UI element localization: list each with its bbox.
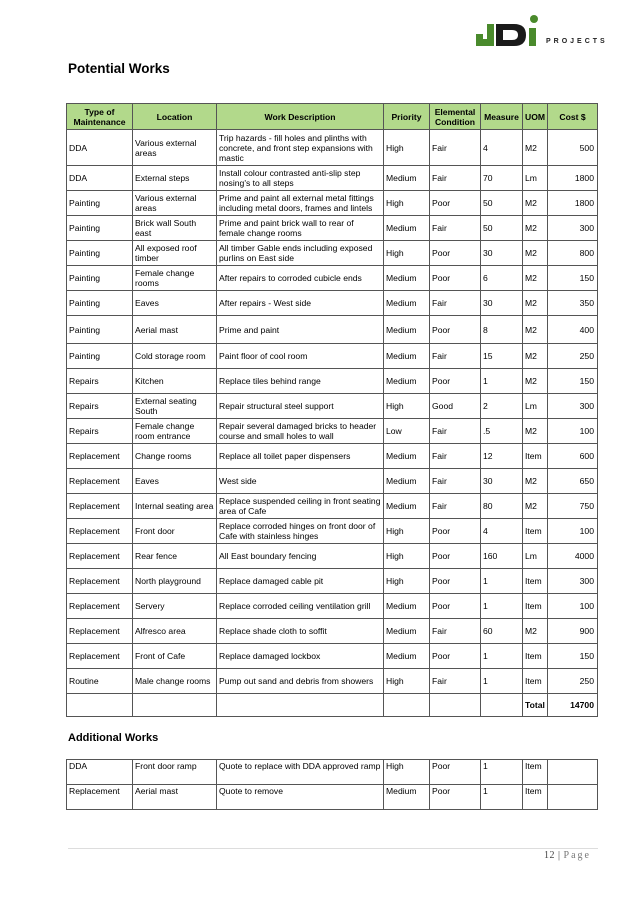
table-row bbox=[67, 594, 598, 619]
cell-priority: Medium bbox=[384, 469, 430, 494]
cell-measure: 30 bbox=[481, 469, 523, 494]
cell-measure: 1 bbox=[481, 594, 523, 619]
column-header: Elemental Condition bbox=[430, 104, 481, 130]
cell-condition: Poor bbox=[430, 569, 481, 594]
cell-location: Front door bbox=[133, 519, 217, 544]
cell-type: Replacement bbox=[67, 544, 133, 569]
cell-location: Front door ramp bbox=[133, 760, 217, 785]
column-header: UOM bbox=[523, 104, 548, 130]
column-header: Type of Maintenance bbox=[67, 104, 133, 130]
cell-cost: 150 bbox=[548, 266, 598, 291]
cell-work: Trip hazards - fill holes and plinths with concrete, and front step expansions with mastic bbox=[217, 130, 384, 166]
cell-uom: Item bbox=[523, 785, 548, 810]
footer-separator: | bbox=[558, 850, 561, 861]
cell-uom: Item bbox=[523, 644, 548, 669]
cell-type: Replacement bbox=[67, 785, 133, 810]
cell-priority: Medium bbox=[384, 444, 430, 469]
cell-measure: 4 bbox=[481, 519, 523, 544]
cell-work: Replace shade cloth to soffit bbox=[217, 619, 384, 644]
cell-measure: 50 bbox=[481, 191, 523, 216]
cell-work: After repairs - West side bbox=[217, 291, 384, 316]
cell-condition: Fair bbox=[430, 494, 481, 519]
cell-work: Replace suspended ceiling in front seating area of Cafe bbox=[217, 494, 384, 519]
cell-location: Internal seating area bbox=[133, 494, 217, 519]
cell-uom: M2 bbox=[523, 344, 548, 369]
cell-uom: Lm bbox=[523, 394, 548, 419]
cell-priority: High bbox=[384, 241, 430, 266]
empty-cell bbox=[217, 694, 384, 717]
cell-cost: 750 bbox=[548, 494, 598, 519]
cell-work: Quote to remove bbox=[217, 785, 384, 810]
table-row bbox=[67, 166, 598, 191]
cell-location: Cold storage room bbox=[133, 344, 217, 369]
cell-location: All exposed roof timber bbox=[133, 241, 217, 266]
column-header: Cost $ bbox=[548, 104, 598, 130]
table-row bbox=[67, 369, 598, 394]
cell-priority: Medium bbox=[384, 166, 430, 191]
column-header: Work Description bbox=[217, 104, 384, 130]
cell-location: Rear fence bbox=[133, 544, 217, 569]
cell-measure: .5 bbox=[481, 419, 523, 444]
cell-cost: 250 bbox=[548, 669, 598, 694]
table-row bbox=[67, 216, 598, 241]
cell-work: Quote to replace with DDA approved ramp bbox=[217, 760, 384, 785]
cell-priority: Medium bbox=[384, 344, 430, 369]
table-row bbox=[67, 519, 598, 544]
cell-measure: 1 bbox=[481, 569, 523, 594]
cell-type: Painting bbox=[67, 291, 133, 316]
potential-works-table bbox=[66, 103, 598, 717]
cell-measure: 1 bbox=[481, 644, 523, 669]
cell-cost: 400 bbox=[548, 316, 598, 344]
cell-work: Replace corroded hinges on front door of Cafe with stainless hinges bbox=[217, 519, 384, 544]
cell-condition: Fair bbox=[430, 619, 481, 644]
column-header: Priority bbox=[384, 104, 430, 130]
cell-location: Various external areas bbox=[133, 130, 217, 166]
cell-location: Eaves bbox=[133, 469, 217, 494]
cell-uom: Lm bbox=[523, 544, 548, 569]
table-row bbox=[67, 130, 598, 166]
page-number: 12 bbox=[544, 850, 556, 861]
cell-work: All timber Gable ends including exposed purlins on East side bbox=[217, 241, 384, 266]
cell-priority: Medium bbox=[384, 594, 430, 619]
table-row bbox=[67, 394, 598, 419]
cell-uom: Item bbox=[523, 594, 548, 619]
cell-condition: Poor bbox=[430, 369, 481, 394]
cell-location: Front of Cafe bbox=[133, 644, 217, 669]
cell-condition: Poor bbox=[430, 594, 481, 619]
cell-work: Prime and paint brick wall to rear of female change rooms bbox=[217, 216, 384, 241]
cell-measure: 12 bbox=[481, 444, 523, 469]
cell-priority: High bbox=[384, 519, 430, 544]
cell-measure: 80 bbox=[481, 494, 523, 519]
cell-condition: Fair bbox=[430, 291, 481, 316]
table-row bbox=[67, 344, 598, 369]
cell-priority: Medium bbox=[384, 369, 430, 394]
cell-condition: Poor bbox=[430, 241, 481, 266]
cell-uom: M2 bbox=[523, 494, 548, 519]
cell-cost: 800 bbox=[548, 241, 598, 266]
cell-uom: M2 bbox=[523, 469, 548, 494]
cell-type: Replacement bbox=[67, 444, 133, 469]
cell-priority: Medium bbox=[384, 644, 430, 669]
cell-type: Painting bbox=[67, 216, 133, 241]
cell-work: Prime and paint bbox=[217, 316, 384, 344]
table-row bbox=[67, 619, 598, 644]
cell-priority: Medium bbox=[384, 785, 430, 810]
cell-condition: Good bbox=[430, 394, 481, 419]
cell-cost: 1800 bbox=[548, 166, 598, 191]
cell-work: Repair structural steel support bbox=[217, 394, 384, 419]
cell-type: Painting bbox=[67, 316, 133, 344]
cell-priority: Low bbox=[384, 419, 430, 444]
cell-location: Brick wall South east bbox=[133, 216, 217, 241]
cell-type: DDA bbox=[67, 166, 133, 191]
cell-type: Replacement bbox=[67, 469, 133, 494]
cell-condition: Fair bbox=[430, 344, 481, 369]
cell-measure: 70 bbox=[481, 166, 523, 191]
cell-type: DDA bbox=[67, 130, 133, 166]
cell-cost: 600 bbox=[548, 444, 598, 469]
table-row bbox=[67, 241, 598, 266]
cell-cost: 100 bbox=[548, 419, 598, 444]
cell-location: Change rooms bbox=[133, 444, 217, 469]
page-footer bbox=[544, 850, 591, 861]
cell-uom: M2 bbox=[523, 130, 548, 166]
cell-cost bbox=[548, 760, 598, 785]
table-header-row bbox=[67, 104, 598, 130]
cell-location: Various external areas bbox=[133, 191, 217, 216]
cell-measure: 1 bbox=[481, 785, 523, 810]
cell-condition: Fair bbox=[430, 419, 481, 444]
cell-condition: Fair bbox=[430, 166, 481, 191]
empty-cell bbox=[67, 694, 133, 717]
cell-location: External steps bbox=[133, 166, 217, 191]
cell-type: Replacement bbox=[67, 619, 133, 644]
cell-uom: Item bbox=[523, 444, 548, 469]
cell-measure: 160 bbox=[481, 544, 523, 569]
cell-work: Replace damaged cable pit bbox=[217, 569, 384, 594]
cell-uom: Item bbox=[523, 760, 548, 785]
table-row bbox=[67, 444, 598, 469]
cell-condition: Fair bbox=[430, 669, 481, 694]
cell-cost: 250 bbox=[548, 344, 598, 369]
cell-cost: 300 bbox=[548, 394, 598, 419]
cell-condition: Fair bbox=[430, 469, 481, 494]
cell-condition: Fair bbox=[430, 130, 481, 166]
cell-condition: Poor bbox=[430, 785, 481, 810]
cell-location: External seating South bbox=[133, 394, 217, 419]
cell-work: Replace all toilet paper dispensers bbox=[217, 444, 384, 469]
cell-priority: Medium bbox=[384, 266, 430, 291]
footer-divider bbox=[68, 848, 598, 849]
cell-uom: Item bbox=[523, 569, 548, 594]
cell-type: Painting bbox=[67, 191, 133, 216]
cell-condition: Fair bbox=[430, 444, 481, 469]
cell-cost: 4000 bbox=[548, 544, 598, 569]
cell-work: After repairs to corroded cubicle ends bbox=[217, 266, 384, 291]
cell-work: Replace damaged lockbox bbox=[217, 644, 384, 669]
cell-condition: Poor bbox=[430, 544, 481, 569]
table-row bbox=[67, 569, 598, 594]
cell-uom: M2 bbox=[523, 316, 548, 344]
cell-measure: 1 bbox=[481, 760, 523, 785]
cell-type: Repairs bbox=[67, 394, 133, 419]
column-header: Measure bbox=[481, 104, 523, 130]
table-row bbox=[67, 544, 598, 569]
cell-cost: 1800 bbox=[548, 191, 598, 216]
cell-priority: Medium bbox=[384, 316, 430, 344]
cell-cost: 500 bbox=[548, 130, 598, 166]
total-row bbox=[67, 694, 598, 717]
cell-condition: Poor bbox=[430, 191, 481, 216]
table-row bbox=[67, 291, 598, 316]
cell-uom: M2 bbox=[523, 266, 548, 291]
cell-cost: 300 bbox=[548, 216, 598, 241]
table-row bbox=[67, 469, 598, 494]
table-row bbox=[67, 316, 598, 344]
table-row bbox=[67, 644, 598, 669]
cell-work: Replace tiles behind range bbox=[217, 369, 384, 394]
table-row bbox=[67, 760, 598, 785]
cell-location: Alfresco area bbox=[133, 619, 217, 644]
cell-cost: 350 bbox=[548, 291, 598, 316]
cell-measure: 2 bbox=[481, 394, 523, 419]
cell-type: Repairs bbox=[67, 419, 133, 444]
cell-condition: Poor bbox=[430, 316, 481, 344]
cell-work: Prime and paint all external metal fittings including metal doors, frames and lintels bbox=[217, 191, 384, 216]
cell-uom: M2 bbox=[523, 241, 548, 266]
cell-work: Install colour contrasted anti-slip step nosing's to all steps bbox=[217, 166, 384, 191]
cell-type: Replacement bbox=[67, 569, 133, 594]
cell-type: Repairs bbox=[67, 369, 133, 394]
cell-type: Replacement bbox=[67, 494, 133, 519]
table-row bbox=[67, 419, 598, 444]
cell-priority: Medium bbox=[384, 619, 430, 644]
cell-cost: 300 bbox=[548, 569, 598, 594]
cell-uom: Item bbox=[523, 669, 548, 694]
cell-location: Eaves bbox=[133, 291, 217, 316]
cell-type: Painting bbox=[67, 344, 133, 369]
table-row bbox=[67, 494, 598, 519]
cell-work: Pump out sand and debris from showers bbox=[217, 669, 384, 694]
cell-uom: M2 bbox=[523, 619, 548, 644]
additional-works-table bbox=[66, 759, 598, 810]
cell-uom: Lm bbox=[523, 166, 548, 191]
cell-measure: 60 bbox=[481, 619, 523, 644]
cell-priority: High bbox=[384, 191, 430, 216]
cell-work: All East boundary fencing bbox=[217, 544, 384, 569]
cell-condition: Fair bbox=[430, 216, 481, 241]
cell-measure: 1 bbox=[481, 669, 523, 694]
cell-priority: High bbox=[384, 760, 430, 785]
cell-priority: Medium bbox=[384, 216, 430, 241]
cell-priority: Medium bbox=[384, 291, 430, 316]
cell-priority: Medium bbox=[384, 494, 430, 519]
cell-cost: 900 bbox=[548, 619, 598, 644]
cell-uom: M2 bbox=[523, 291, 548, 316]
cell-type: Painting bbox=[67, 241, 133, 266]
cell-measure: 30 bbox=[481, 241, 523, 266]
cell-condition: Poor bbox=[430, 266, 481, 291]
cell-priority: High bbox=[384, 569, 430, 594]
cell-location: Male change rooms bbox=[133, 669, 217, 694]
cell-uom: M2 bbox=[523, 369, 548, 394]
empty-cell bbox=[430, 694, 481, 717]
total-value: 14700 bbox=[548, 694, 598, 717]
cell-location: Kitchen bbox=[133, 369, 217, 394]
cell-condition: Poor bbox=[430, 760, 481, 785]
cell-measure: 50 bbox=[481, 216, 523, 241]
table-row bbox=[67, 191, 598, 216]
cell-location: Servery bbox=[133, 594, 217, 619]
cell-type: Replacement bbox=[67, 644, 133, 669]
logo-wordmark: PROJECTS bbox=[546, 38, 608, 45]
cell-uom: M2 bbox=[523, 191, 548, 216]
cell-measure: 30 bbox=[481, 291, 523, 316]
cell-work: Paint floor of cool room bbox=[217, 344, 384, 369]
cell-location: North playground bbox=[133, 569, 217, 594]
cell-cost bbox=[548, 785, 598, 810]
cell-cost: 650 bbox=[548, 469, 598, 494]
cell-type: DDA bbox=[67, 760, 133, 785]
empty-cell bbox=[481, 694, 523, 717]
cell-priority: High bbox=[384, 544, 430, 569]
cell-location: Female change rooms bbox=[133, 266, 217, 291]
empty-cell bbox=[384, 694, 430, 717]
cell-uom: Item bbox=[523, 519, 548, 544]
cell-priority: High bbox=[384, 130, 430, 166]
cell-uom: M2 bbox=[523, 419, 548, 444]
cell-condition: Poor bbox=[430, 644, 481, 669]
cell-condition: Poor bbox=[430, 519, 481, 544]
cell-location: Aerial mast bbox=[133, 316, 217, 344]
cell-type: Routine bbox=[67, 669, 133, 694]
cell-uom: M2 bbox=[523, 216, 548, 241]
page-word: Page bbox=[563, 850, 591, 861]
cell-measure: 15 bbox=[481, 344, 523, 369]
cell-work: Replace corroded ceiling ventilation grill bbox=[217, 594, 384, 619]
cell-cost: 100 bbox=[548, 519, 598, 544]
table-row bbox=[67, 669, 598, 694]
cell-measure: 8 bbox=[481, 316, 523, 344]
cell-work: West side bbox=[217, 469, 384, 494]
cell-type: Replacement bbox=[67, 594, 133, 619]
cell-type: Painting bbox=[67, 266, 133, 291]
total-label: Total bbox=[523, 694, 548, 717]
table-row bbox=[67, 266, 598, 291]
additional-works-title: Additional Works bbox=[68, 732, 159, 744]
cell-work: Repair several damaged bricks to header course and small holes to wall bbox=[217, 419, 384, 444]
column-header: Location bbox=[133, 104, 217, 130]
cell-measure: 4 bbox=[481, 130, 523, 166]
cell-location: Female change room entrance bbox=[133, 419, 217, 444]
empty-cell bbox=[133, 694, 217, 717]
cell-priority: High bbox=[384, 669, 430, 694]
cell-priority: High bbox=[384, 394, 430, 419]
cell-measure: 1 bbox=[481, 369, 523, 394]
cell-type: Replacement bbox=[67, 519, 133, 544]
page-title: Potential Works bbox=[68, 61, 170, 76]
cell-cost: 100 bbox=[548, 594, 598, 619]
cell-cost: 150 bbox=[548, 644, 598, 669]
table-row bbox=[67, 785, 598, 810]
cell-cost: 150 bbox=[548, 369, 598, 394]
cell-measure: 6 bbox=[481, 266, 523, 291]
cell-location: Aerial mast bbox=[133, 785, 217, 810]
